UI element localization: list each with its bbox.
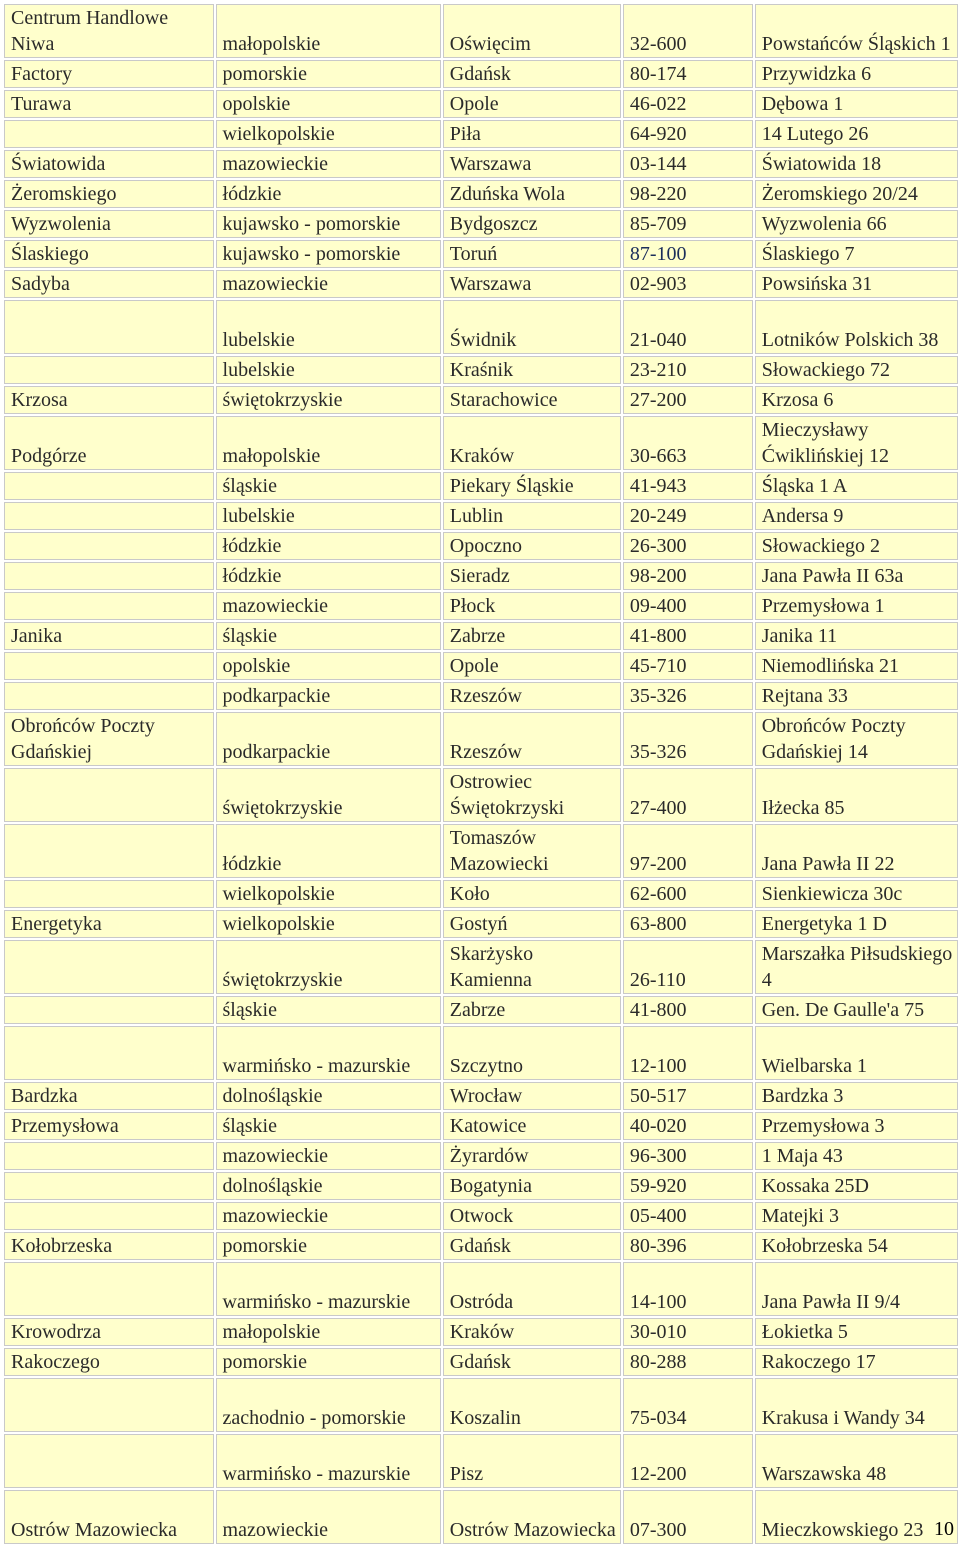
table-cell: mazowieckie (216, 1142, 441, 1170)
table-cell: Centrum Handlowe Niwa (4, 4, 214, 58)
table-cell: mazowieckie (216, 1202, 441, 1230)
table-cell: warmińsko - mazurskie (216, 1262, 441, 1316)
table-cell: Gen. De Gaulle'a 75 (755, 996, 958, 1024)
table-cell: Andersa 9 (755, 502, 958, 530)
table-row (4, 1112, 958, 1140)
table-cell: Toruń (443, 240, 621, 268)
table-cell (4, 356, 214, 384)
table-cell: 45-710 (623, 652, 753, 680)
table-cell: dolnośląskie (216, 1082, 441, 1110)
table-cell: Koszalin (443, 1378, 621, 1432)
table-cell: Kołobrzeska (4, 1232, 214, 1260)
table-cell: Marszałka Piłsudskiego 4 (755, 940, 958, 994)
table-cell: Bogatynia (443, 1172, 621, 1200)
table-cell: Ślaskiego 7 (755, 240, 958, 268)
table-cell: Sadyba (4, 270, 214, 298)
table-cell: łódzkie (216, 532, 441, 560)
table-cell: Ostrów Mazowiecka (4, 1490, 214, 1544)
table-cell: Rakoczego 17 (755, 1348, 958, 1376)
table-cell: Janika 11 (755, 622, 958, 650)
table-cell: 26-300 (623, 532, 753, 560)
table-cell: Przemysłowa 3 (755, 1112, 958, 1140)
table-row (4, 940, 958, 994)
table-cell: Mieczkowskiego 23 (755, 1490, 958, 1544)
table-cell: 09-400 (623, 592, 753, 620)
table-cell: mazowieckie (216, 150, 441, 178)
table-cell: wielkopolskie (216, 910, 441, 938)
table-cell: małopolskie (216, 416, 441, 470)
table-cell (4, 300, 214, 354)
table-cell: małopolskie (216, 4, 441, 58)
table-cell: 14 Lutego 26 (755, 120, 958, 148)
table-cell: Żeromskiego 20/24 (755, 180, 958, 208)
table-cell: Obrońców Poczty Gdańskiej 14 (755, 712, 958, 766)
table-cell: Kraśnik (443, 356, 621, 384)
table-row (4, 592, 958, 620)
table-cell: 41-800 (623, 622, 753, 650)
table-cell: Energetyka (4, 910, 214, 938)
table-cell: pomorskie (216, 1232, 441, 1260)
table-cell (4, 652, 214, 680)
table-cell: Słowackiego 72 (755, 356, 958, 384)
table-cell (4, 532, 214, 560)
table-row (4, 502, 958, 530)
table-cell: małopolskie (216, 1318, 441, 1346)
table-cell: lubelskie (216, 300, 441, 354)
table-cell: Wyzwolenia (4, 210, 214, 238)
table-cell: Energetyka 1 D (755, 910, 958, 938)
table-cell: 85-709 (623, 210, 753, 238)
table-cell: mazowieckie (216, 1490, 441, 1544)
table-cell: Światowida (4, 150, 214, 178)
table-cell: Ostrów Mazowiecka (443, 1490, 621, 1544)
table-cell: wielkopolskie (216, 880, 441, 908)
table-cell: Jana Pawła II 22 (755, 824, 958, 878)
table-row (4, 622, 958, 650)
table-cell: Jana Pawła II 63a (755, 562, 958, 590)
table-cell: łódzkie (216, 180, 441, 208)
table-cell: pomorskie (216, 60, 441, 88)
table-cell: Zduńska Wola (443, 180, 621, 208)
table-cell: Niemodlińska 21 (755, 652, 958, 680)
table-cell (4, 1262, 214, 1316)
table-row (4, 1202, 958, 1230)
table-cell: 03-144 (623, 150, 753, 178)
table-row (4, 60, 958, 88)
table-cell (4, 1434, 214, 1488)
table-cell (4, 940, 214, 994)
page-number: 10 (934, 1518, 954, 1540)
table-cell: Matejki 3 (755, 1202, 958, 1230)
table-row (4, 1262, 958, 1316)
table-cell (4, 1172, 214, 1200)
table-cell: 07-300 (623, 1490, 753, 1544)
stores-table-body (4, 4, 958, 1544)
table-cell: śląskie (216, 472, 441, 500)
table-cell: 97-200 (623, 824, 753, 878)
table-cell: Wrocław (443, 1082, 621, 1110)
table-cell: wielkopolskie (216, 120, 441, 148)
table-cell (4, 996, 214, 1024)
table-cell: Wyzwolenia 66 (755, 210, 958, 238)
table-cell: Rakoczego (4, 1348, 214, 1376)
table-cell: 80-174 (623, 60, 753, 88)
table-cell: Gdańsk (443, 1348, 621, 1376)
table-cell: Łokietka 5 (755, 1318, 958, 1346)
table-cell: Przywidzka 6 (755, 60, 958, 88)
table-cell: Jana Pawła II 9/4 (755, 1262, 958, 1316)
table-cell: Powsińska 31 (755, 270, 958, 298)
table-cell: Koło (443, 880, 621, 908)
table-cell: Warszawa (443, 150, 621, 178)
table-cell: mazowieckie (216, 592, 441, 620)
table-cell: Factory (4, 60, 214, 88)
table-cell: kujawsko - pomorskie (216, 240, 441, 268)
table-cell: lubelskie (216, 356, 441, 384)
table-row (4, 1348, 958, 1376)
table-cell: Bydgoszcz (443, 210, 621, 238)
table-row (4, 1142, 958, 1170)
table-cell: 12-100 (623, 1026, 753, 1080)
table-cell: Gostyń (443, 910, 621, 938)
table-cell: 35-326 (623, 682, 753, 710)
table-cell: śląskie (216, 996, 441, 1024)
table-cell: Bardzka 3 (755, 1082, 958, 1110)
table-cell: Żyrardów (443, 1142, 621, 1170)
table-cell: 63-800 (623, 910, 753, 938)
table-cell (4, 768, 214, 822)
table-cell: 23-210 (623, 356, 753, 384)
table-cell: lubelskie (216, 502, 441, 530)
table-cell: Sienkiewicza 30c (755, 880, 958, 908)
table-row (4, 824, 958, 878)
table-cell (4, 880, 214, 908)
table-cell (4, 502, 214, 530)
table-cell (4, 1378, 214, 1432)
table-row (4, 1026, 958, 1080)
table-cell: 30-010 (623, 1318, 753, 1346)
table-cell: Oświęcim (443, 4, 621, 58)
table-cell: 41-943 (623, 472, 753, 500)
table-cell: warmińsko - mazurskie (216, 1026, 441, 1080)
table-cell: 46-022 (623, 90, 753, 118)
table-cell: Rzeszów (443, 712, 621, 766)
table-cell (4, 1026, 214, 1080)
table-row (4, 880, 958, 908)
table-cell: 32-600 (623, 4, 753, 58)
table-cell: Ostrowiec Świętokrzyski (443, 768, 621, 822)
table-cell (4, 682, 214, 710)
table-cell: Zabrze (443, 622, 621, 650)
table-cell (4, 592, 214, 620)
table-cell: łódzkie (216, 562, 441, 590)
table-row (4, 682, 958, 710)
table-cell: Katowice (443, 1112, 621, 1140)
table-row (4, 712, 958, 766)
table-row (4, 1318, 958, 1346)
table-row (4, 1172, 958, 1200)
table-row (4, 356, 958, 384)
table-cell: 64-920 (623, 120, 753, 148)
table-cell: Krzosa 6 (755, 386, 958, 414)
table-cell: 98-200 (623, 562, 753, 590)
table-cell: 87-100 (623, 240, 753, 268)
table-cell: Gdańsk (443, 60, 621, 88)
table-cell: opolskie (216, 90, 441, 118)
table-cell (4, 824, 214, 878)
table-row (4, 150, 958, 178)
table-cell: Śląska 1 A (755, 472, 958, 500)
table-cell: Rzeszów (443, 682, 621, 710)
table-cell: 20-249 (623, 502, 753, 530)
table-cell: Krakusa i Wandy 34 (755, 1378, 958, 1432)
table-cell (4, 120, 214, 148)
table-cell: 96-300 (623, 1142, 753, 1170)
table-cell (4, 562, 214, 590)
table-row (4, 90, 958, 118)
table-row (4, 270, 958, 298)
table-cell: Skarżysko Kamienna (443, 940, 621, 994)
table-cell: Dębowa 1 (755, 90, 958, 118)
table-cell: Płock (443, 592, 621, 620)
table-cell: 50-517 (623, 1082, 753, 1110)
table-cell: Starachowice (443, 386, 621, 414)
table-cell: Opole (443, 90, 621, 118)
table-cell: Podgórze (4, 416, 214, 470)
table-row (4, 4, 958, 58)
table-cell: Rejtana 33 (755, 682, 958, 710)
table-cell: Przemysłowa (4, 1112, 214, 1140)
table-cell: Słowackiego 2 (755, 532, 958, 560)
table-cell: 80-288 (623, 1348, 753, 1376)
table-cell: Przemysłowa 1 (755, 592, 958, 620)
table-cell (4, 1142, 214, 1170)
table-cell: 12-200 (623, 1434, 753, 1488)
table-row (4, 532, 958, 560)
table-cell: Mieczysławy Ćwiklińskiej 12 (755, 416, 958, 470)
table-cell: Piekary Śląskie (443, 472, 621, 500)
table-cell: podkarpackie (216, 682, 441, 710)
table-row (4, 300, 958, 354)
table-cell (4, 472, 214, 500)
table-cell: Żeromskiego (4, 180, 214, 208)
table-cell: Gdańsk (443, 1232, 621, 1260)
table-cell: świętokrzyskie (216, 386, 441, 414)
table-cell: łódzkie (216, 824, 441, 878)
table-cell: Janika (4, 622, 214, 650)
table-cell: 75-034 (623, 1378, 753, 1432)
table-row (4, 120, 958, 148)
table-cell: 1 Maja 43 (755, 1142, 958, 1170)
table-cell: 30-663 (623, 416, 753, 470)
table-cell: Lotników Polskich 38 (755, 300, 958, 354)
table-cell: opolskie (216, 652, 441, 680)
table-cell: Kołobrzeska 54 (755, 1232, 958, 1260)
table-cell: Lublin (443, 502, 621, 530)
table-cell: Szczytno (443, 1026, 621, 1080)
table-cell: 41-800 (623, 996, 753, 1024)
table-cell: dolnośląskie (216, 1172, 441, 1200)
table-cell: Turawa (4, 90, 214, 118)
table-cell: Kossaka 25D (755, 1172, 958, 1200)
table-row (4, 180, 958, 208)
table-cell: Powstańców Śląskich 1 (755, 4, 958, 58)
table-row (4, 210, 958, 238)
table-cell: mazowieckie (216, 270, 441, 298)
table-cell: Wielbarska 1 (755, 1026, 958, 1080)
table-cell: Krzosa (4, 386, 214, 414)
table-row (4, 768, 958, 822)
table-cell (4, 1202, 214, 1230)
table-row (4, 910, 958, 938)
table-cell: Opole (443, 652, 621, 680)
table-cell: warmińsko - mazurskie (216, 1434, 441, 1488)
table-cell: Pisz (443, 1434, 621, 1488)
table-cell: 05-400 (623, 1202, 753, 1230)
table-cell: 21-040 (623, 300, 753, 354)
table-cell: Warszawa (443, 270, 621, 298)
table-cell: śląskie (216, 622, 441, 650)
table-cell: 27-200 (623, 386, 753, 414)
table-cell: Krowodrza (4, 1318, 214, 1346)
table-row (4, 416, 958, 470)
table-cell: świętokrzyskie (216, 940, 441, 994)
table-cell: 80-396 (623, 1232, 753, 1260)
table-cell: Ostróda (443, 1262, 621, 1316)
table-cell: 26-110 (623, 940, 753, 994)
table-cell: Warszawska 48 (755, 1434, 958, 1488)
table-cell: Opoczno (443, 532, 621, 560)
table-cell: Światowida 18 (755, 150, 958, 178)
table-cell: 98-220 (623, 180, 753, 208)
table-cell: Iłżecka 85 (755, 768, 958, 822)
table-cell: podkarpackie (216, 712, 441, 766)
table-row (4, 472, 958, 500)
table-row (4, 562, 958, 590)
table-cell: 40-020 (623, 1112, 753, 1140)
table-row (4, 1232, 958, 1260)
table-cell: 02-903 (623, 270, 753, 298)
table-cell: 62-600 (623, 880, 753, 908)
table-row (4, 652, 958, 680)
table-cell: pomorskie (216, 1348, 441, 1376)
table-cell: 27-400 (623, 768, 753, 822)
table-cell: Kraków (443, 416, 621, 470)
table-cell: Świdnik (443, 300, 621, 354)
table-cell: zachodnio - pomorskie (216, 1378, 441, 1432)
table-cell: Otwock (443, 1202, 621, 1230)
table-cell: 35-326 (623, 712, 753, 766)
table-row (4, 1082, 958, 1110)
table-cell: Bardzka (4, 1082, 214, 1110)
table-row (4, 1490, 958, 1544)
stores-table (2, 2, 960, 1546)
table-row (4, 996, 958, 1024)
table-cell: Piła (443, 120, 621, 148)
table-cell: Tomaszów Mazowiecki (443, 824, 621, 878)
table-cell: 14-100 (623, 1262, 753, 1316)
table-cell: Obrońców Poczty Gdańskiej (4, 712, 214, 766)
table-cell: świętokrzyskie (216, 768, 441, 822)
table-row (4, 1378, 958, 1432)
table-cell: 59-920 (623, 1172, 753, 1200)
table-row (4, 386, 958, 414)
table-cell: śląskie (216, 1112, 441, 1140)
table-cell: Sieradz (443, 562, 621, 590)
table-cell: Kraków (443, 1318, 621, 1346)
table-row (4, 240, 958, 268)
table-row (4, 1434, 958, 1488)
table-cell: Ślaskiego (4, 240, 214, 268)
table-cell: Zabrze (443, 996, 621, 1024)
table-cell: kujawsko - pomorskie (216, 210, 441, 238)
